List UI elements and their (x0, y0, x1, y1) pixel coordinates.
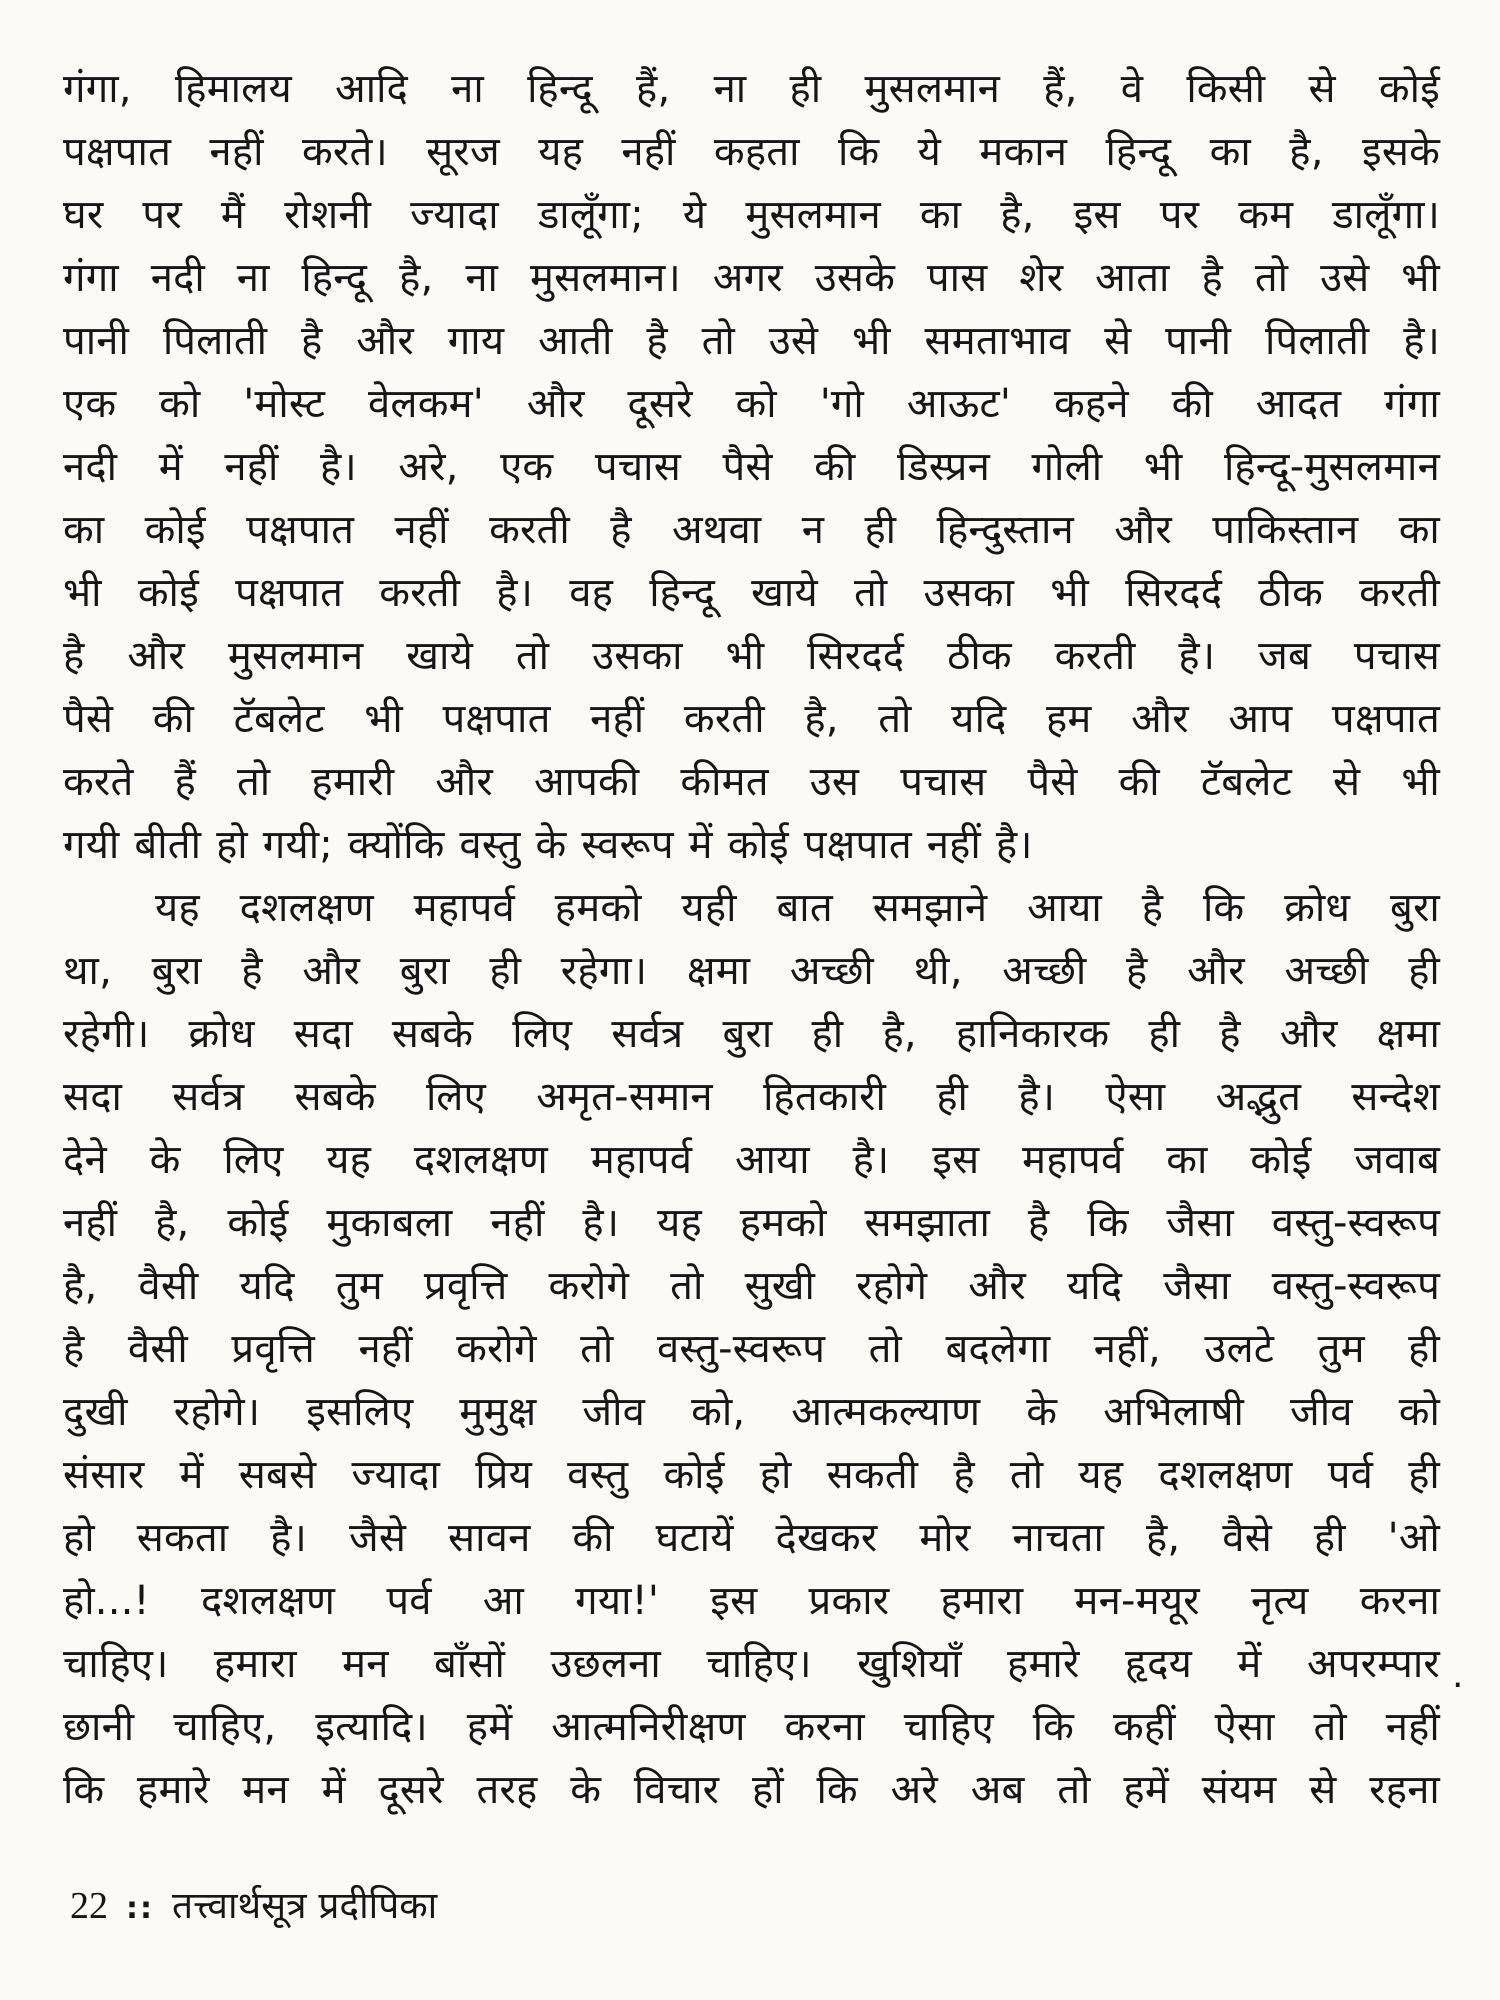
text-line: हो सकता है। जैसे सावन की घटायें देखकर मोर नाचता है, वैसे ही 'ओ (63, 1515, 1440, 1561)
text-line: दुखी रहोगे। इसलिए मुमुक्ष जीव को, आत्मकल्याण के अभिलाषी जीव को (63, 1389, 1440, 1435)
text-line: घर पर मैं रोशनी ज्यादा डालूँगा; ये मुसलमान का है, इस पर कम डालूँगा। (63, 192, 1440, 238)
text-line: पक्षपात नहीं करते। सूरज यह नहीं कहता कि ये मकान हिन्दू का है, इसके (63, 129, 1440, 175)
text-block (63, 58, 1440, 1822)
text-line: पैसे की टॅबलेट भी पक्षपात नहीं करती है, तो यदि हम और आप पक्षपात (63, 696, 1440, 742)
text-line: था, बुरा है और बुरा ही रहेगा। क्षमा अच्छी थी, अच्छी है और अच्छी ही (63, 948, 1440, 994)
text-line: चाहिए। हमारा मन बाँसों उछलना चाहिए। खुशियाँ हमारे हृदय में अपरम्पार (63, 1641, 1440, 1687)
text-line: देने के लिए यह दशलक्षण महापर्व आया है। इस महापर्व का कोई जवाब (63, 1137, 1440, 1183)
book-title: तत्त्वार्थसूत्र प्रदीपिका (172, 1884, 438, 1927)
text-line: है और मुसलमान खाये तो उसका भी सिरदर्द ठीक करती है। जब पचास (63, 633, 1440, 679)
scan-artifact-dot: . (1452, 1655, 1464, 1696)
footer-separator: :: (126, 1891, 154, 1926)
text-line: है, वैसी यदि तुम प्रवृत्ति करोगे तो सुखी रहोगे और यदि जैसा वस्तु-स्वरूप (63, 1263, 1440, 1309)
text-line: गंगा, हिमालय आदि ना हिन्दू हैं, ना ही मुसलमान हैं, वे किसी से कोई (63, 66, 1440, 112)
text-line: छानी चाहिए, इत्यादि। हमें आत्मनिरीक्षण करना चाहिए कि कहीं ऐसा तो नहीं (63, 1704, 1440, 1750)
text-line: एक को 'मोस्ट वेलकम' और दूसरे को 'गो आऊट' कहने की आदत गंगा (63, 381, 1440, 427)
page-footer (70, 1880, 437, 1935)
text-line: भी कोई पक्षपात करती है। वह हिन्दू खाये तो उसका भी सिरदर्द ठीक करती (63, 570, 1440, 616)
text-line: पानी पिलाती है और गाय आती है तो उसे भी समताभाव से पानी पिलाती है। (63, 318, 1440, 364)
page-number: 22 (70, 1885, 108, 1927)
text-line: करते हैं तो हमारी और आपकी कीमत उस पचास पैसे की टॅबलेट से भी (63, 759, 1440, 805)
text-line: यह दशलक्षण महापर्व हमको यही बात समझाने आया है कि क्रोध बुरा (155, 885, 1440, 931)
text-line: गयी बीती हो गयी; क्योंकि वस्तु के स्वरूप में कोई पक्षपात नहीं है। (63, 822, 1033, 868)
text-line: संसार में सबसे ज्यादा प्रिय वस्तु कोई हो सकती है तो यह दशलक्षण पर्व ही (63, 1452, 1440, 1498)
text-line: नदी में नहीं है। अरे, एक पचास पैसे की डिस्प्रन गोली भी हिन्दू-मुसलमान (63, 444, 1440, 490)
text-line: कि हमारे मन में दूसरे तरह के विचार हों कि अरे अब तो हमें संयम से रहना (63, 1767, 1440, 1813)
text-line: रहेगी। क्रोध सदा सबके लिए सर्वत्र बुरा ही है, हानिकारक ही है और क्षमा (63, 1011, 1440, 1057)
text-line: हो...! दशलक्षण पर्व आ गया!' इस प्रकार हमारा मन-मयूर नृत्य करना (63, 1578, 1440, 1624)
text-line: है वैसी प्रवृत्ति नहीं करोगे तो वस्तु-स्वरूप तो बदलेगा नहीं, उलटे तुम ही (63, 1326, 1440, 1372)
text-line: गंगा नदी ना हिन्दू है, ना मुसलमान। अगर उसके पास शेर आता है तो उसे भी (63, 255, 1440, 301)
text-line: नहीं है, कोई मुकाबला नहीं है। यह हमको समझाता है कि जैसा वस्तु-स्वरूप (63, 1200, 1440, 1246)
text-line: सदा सर्वत्र सबके लिए अमृत-समान हितकारी ही है। ऐसा अद्भुत सन्देश (63, 1074, 1440, 1120)
text-line: का कोई पक्षपात नहीं करती है अथवा न ही हिन्दुस्तान और पाकिस्तान का (63, 507, 1440, 553)
